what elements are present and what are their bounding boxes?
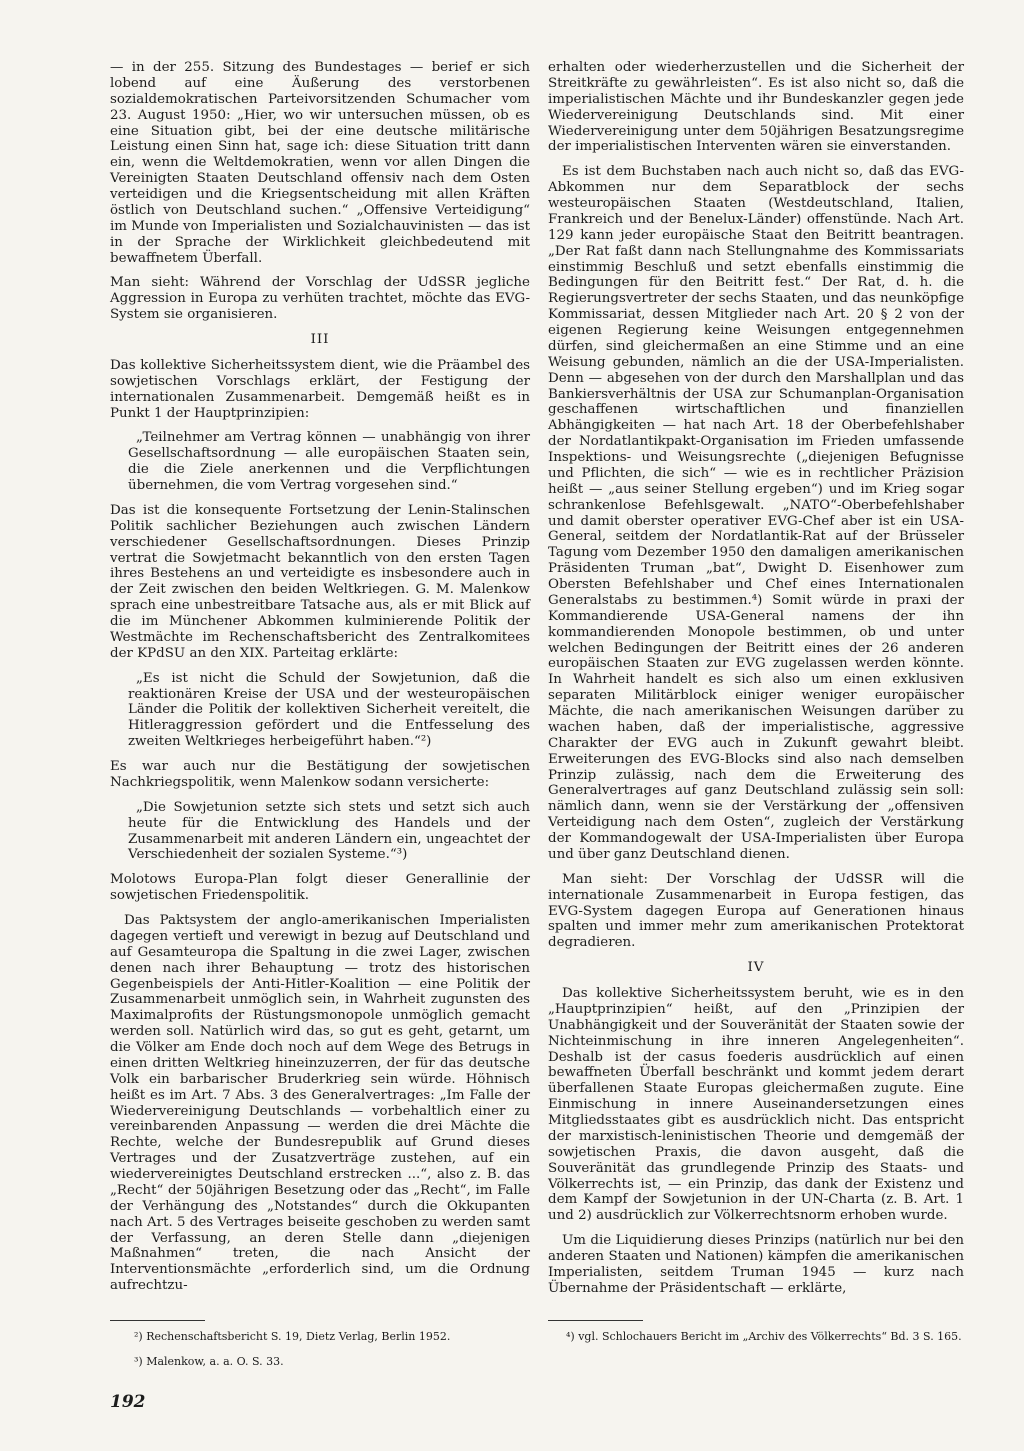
footnote-rule-left (110, 1320, 205, 1321)
section-heading: III (310, 332, 330, 347)
paragraph: Es ist dem Buchstaben nach auch nicht so, daß das EVG-Abkommen nur dem Separatblock der sechs westeuropäischen Staaten (Westdeutschland, Italien, Frankreich und der Benelux-Länder) offenstünde. Nach Art. 129 kann jeder europäische Staat den Beitritt beantragen. „Der Rat faßt dann nach Stellungnahme des Kommissariats einstimmig Beschluß und setzt ebenfalls einstimmig die Bedingungen für den Beitritt fest.“ Der Rat, d. h. die Regierungsvertreter der sechs Staaten, und das neunköpfige Kommissariat, dessen Mitglieder nach Art. 20 § 2 von der eigenen Regierung keine Weisungen entgegennehmen dürfen, sind gleichermaßen an eine Stimme und an eine Weisung gebunden, nämlich an die der USA-Imperialisten. Denn — abgesehen von der durch den Marshallplan und das Bankiersverhältnis der USA zur Schumanplan-Organisation geschaffenen wirtschaftlichen und finanziellen Abhängigkeiten — hat nach Art. 18 der Oberbefehlshaber der Nordatlantikpakt-Organisation im Frieden umfassende Inspektions- und Weisungsrechte („diejenigen Befugnisse und Pflichten, die sich“ — wie es in rechtlicher Präzision heißt — „aus seiner Stellung ergeben“) und im Krieg sogar schrankenlose Befehlsgewalt. „NATO“-Oberbefehlshaber und damit oberster operativer EVG-Chef aber ist ein USA-General, seitdem der Nordatlantik-Rat auf der Brüsseler Tagung vom Dezember 1950 den damaligen amerikanischen Präsidenten Truman „bat“, Dwight D. Eisenhower zum Obersten Befehlshaber und Chef eines Internationalen Generalstabs zu bestimmen.⁴) Somit würde in praxi der Kommandierende USA-General namens der ihn kommandierenden Monopole bestimmen, ob und unter welchen Bedingungen der Beitritt eines der 26 anderen europäischen Staaten zur EVG zugelassen werden könnte. In Wahrheit handelt es sich also um einen exklusiven separaten Militärblock einiger weniger europäischer Mächte, die nach amerikanischen Weisungen darüber zu wachen haben, daß der imperialistische, aggressive Charakter der EVG auch in Zukunft gewahrt bleibt. Erweiterungen des EVG-Blocks sind also nach demselben Prinzip zulässig, nach dem die Erweiterung des Generalvertrages auf ganz Deutschland zulässig sein soll: nämlich dann, wenn sie der Verstärkung der „offensiven Verteidigung nach dem Osten“, zugleich der Verstärkung der Kommandogewalt der USA-Imperialisten über Europa und über ganz Deutschland dienen. (548, 164, 964, 862)
left-text-column (110, 60, 530, 1303)
footnote-left-1: ²) Rechenschaftsbericht S. 19, Dietz Verlag, Berlin 1952. (134, 1330, 451, 1343)
footnote-left-2: ³) Malenkow, a. a. O. S. 33. (134, 1355, 284, 1368)
paragraph: Das kollektive Sicherheitssystem beruht, wie es in den „Hauptprinzipien“ heißt, auf den „Prinzipien der Unabhängigkeit und der Souveränität der Staaten sowie der Nichteinmischung in ihre inneren Angelegenheiten“. Deshalb ist der casus foederis ausdrücklich auf einen bewaffneten Überfall beschränkt und kommt jedem derart überfallenen Staate Europas gleichermaßen zugute. Eine Einmischung in innere Auseinandersetzungen eines Mitgliedsstaates gibt es ausdrücklich nicht. Das entspricht der marxistisch-leninistischen Theorie und demgemäß der sowjetischen Praxis, die davon ausgeht, daß die Souveränität das grundlegende Prinzip des Staats- und Völkerrechts ist, — ein Prinzip, das dank der Existenz und dem Kampf der Sowjetunion in der UN-Charta (z. B. Art. 1 und 2) ausdrücklich zur Völkerrechtsnorm erhoben wurde. (548, 986, 964, 1224)
paragraph: Molotows Europa-Plan folgt dieser Generallinie der sowjetischen Friedenspolitik. (110, 872, 530, 904)
paragraph: Das ist die konsequente Fortsetzung der Lenin-Stalinschen Politik sachlicher Beziehungen auch zwischen Ländern verschiedener Gesellschaftsordnungen. Dieses Prinzip vertrat die Sowjetmacht bekanntlich von den ersten Tagen ihres Bestehens an und verteidigte es insbesondere auch in der Zeit zwischen den beiden Weltkriegen. G. M. Malenkow sprach eine unbestreitbare Tatsache aus, als er mit Blick auf die im Münchener Abkommen kulminierende Politik der Westmächte im Rechenschaftsbericht des Zentralkomitees der KPdSU an den XIX. Parteitag erklärte: (110, 502, 530, 661)
paragraph: erhalten oder wiederherzustellen und die Sicherheit der Streitkräfte zu gewährleisten“. Es ist also nicht so, daß die imperialistischen Mächte und ihr Bundeskanzler gegen jede Wiedervereinigung Deutschlands sind. Mit einer Wiedervereinigung unter dem 50jährigen Besatzungsregime der imperialistischen Interventen wären sie einverstanden. (548, 60, 964, 155)
footnote-right-1: ⁴) vgl. Schlochauers Bericht im „Archiv des Völkerrechts“ Bd. 3 S. 165. (566, 1330, 962, 1343)
paragraph: Man sieht: Während der Vorschlag der UdSSR jegliche Aggression in Europa zu verhüten trachtet, möchte das EVG-System sie organisieren. (110, 275, 530, 323)
block-quote: „Die Sowjetunion setzte sich stets und setzt sich auch heute für die Entwicklung des Handels und der Zusammenarbeit mit anderen Ländern ein, ungeachtet der Verschiedenheit der sozialen Systeme.“³) (128, 799, 530, 863)
paragraph: Es war auch nur die Bestätigung der sowjetischen Nachkriegspolitik, wenn Malenkow sodann versicherte: (110, 759, 530, 790)
right-text-column (548, 60, 964, 1306)
paragraph: Das kollektive Sicherheitssystem dient, wie die Präambel des sowjetischen Vorschlags erklärt, der Festigung der internationalen Zusammenarbeit. Demgemäß heißt es in Punkt 1 der Hauptprinzipien: (110, 357, 530, 421)
paragraph: — in der 255. Sitzung des Bundestages — berief er sich lobend auf eine Äußerung des verstorbenen sozialdemokratischen Parteivorsitzenden Schumacher vom 23. August 1950: „Hier, wo wir untersuchen müssen, ob es eine Situation gibt, bei der eine deutsche militärische Leistung einen Sinn hat, sage ich: diese Situation tritt dann ein, wenn die Weltdemokratien, wenn vor allen Dingen die Vereinigten Staaten Deutschland offensiv nach dem Osten verteidigen und die Kriegsentscheidung mit allen Kräften östlich von Deutschland suchen.“ „Offensive Verteidigung“ im Munde von Imperialisten und Sozialchauvinisten — das ist in der Sprache der Wirklichkeit gleichbedeutend mit bewaffnetem Überfall. (110, 60, 530, 266)
block-quote: „Teilnehmer am Vertrag können — unabhängig von ihrer Gesellschaftsordnung — alle europäischen Staaten sein, die die Ziele anerkennen und die Verpflichtungen übernehmen, die vom Vertrag vorgesehen sind.“ (128, 430, 530, 493)
footnote-rule-right (548, 1320, 643, 1321)
paragraph: Um die Liquidierung dieses Prinzips (natürlich nur bei den anderen Staaten und Nationen) kämpfen die amerikanischen Imperialisten, seitdem Truman 1945 — kurz nach Übernahme der Präsidentschaft — erklärte, (548, 1233, 964, 1296)
paragraph: Das Paktsystem der anglo-amerikanischen Imperialisten dagegen vertieft und verewigt in bezug auf Deutschland und auf Gesamteuropa die Spaltung in die zwei Lager, zwischen denen nach ihrer Behauptung — trotz des historischen Gegenbeispiels der Anti-Hitler-Koalition — eine Politik der Zusammenarbeit unmöglich sein, in Wahrheit zugunsten des Maximalprofits der Rüstungsmonopole unmöglich gemacht werden soll. Natürlich wird das, so gut es geht, getarnt, um die Völker am Ende doch noch auf dem Wege des Betrugs in einen dritten Weltkrieg hineinzuzerren, der für das deutsche Volk ein barbarischer Bruderkrieg sein würde. Höhnisch heißt es im Art. 7 Abs. 3 des Generalvertrages: „Im Falle der Wiedervereinigung Deutschlands — vorbehaltlich einer zu vereinbarenden Anpassung — werden die drei Mächte die Rechte, welche der Bundesrepublik auf Grund dieses Vertrages und der Zusatzverträge zustehen, auf ein wiedervereinigtes Deutschland erstrecken ...“, also z. B. das „Recht“ der 50jährigen Besetzung oder das „Recht“, im Falle der Verhängung des „Notstandes“ durch die Okkupanten nach Art. 5 des Vertrages beiseite geschoben zu werden samt der Verfassung, an deren Stelle dann „diejenigen Maßnahmen“ treten, die nach Ansicht der Interventionsmächte „erforderlich sind, um die Ordnung aufrechtzu- (110, 913, 530, 1294)
paragraph: Man sieht: Der Vorschlag der UdSSR will die internationale Zusammenarbeit in Europa festigen, das EVG-System dagegen Europa auf Generationen hinaus spalten und immer mehr zum amerikanischen Protektorat degradieren. (548, 871, 964, 951)
section-heading: IV (747, 960, 765, 976)
block-quote: „Es ist nicht die Schuld der Sowjetunion, daß die reaktionären Kreise der USA und der westeuropäischen Länder die Politik der kollektiven Sicherheit vereitelt, die Hitleraggression gefördert und die Entfesselung des zweiten Weltkrieges herbeigeführt haben.“²) (128, 670, 530, 750)
page-number: 192 (110, 1392, 146, 1412)
